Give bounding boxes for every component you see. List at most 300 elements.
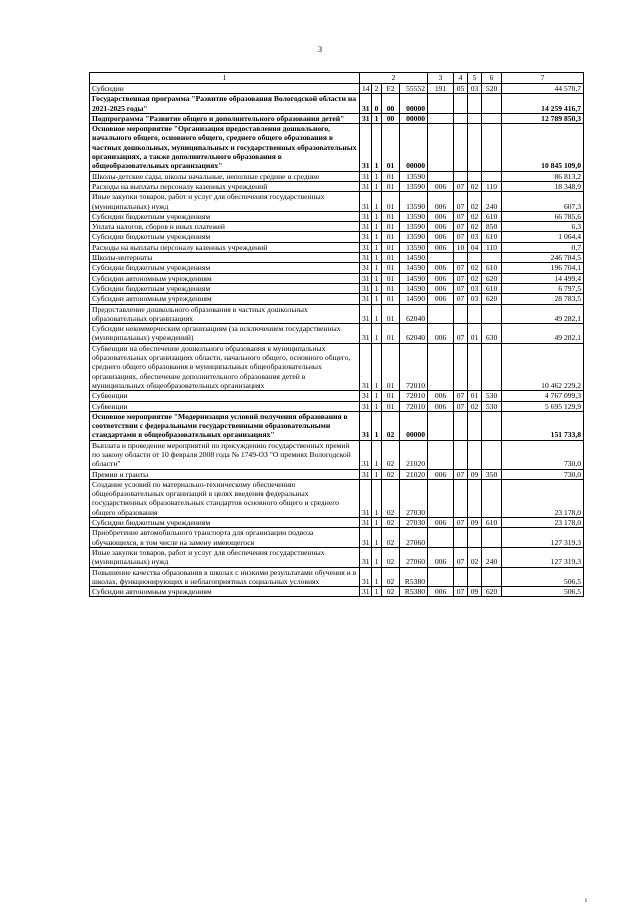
- code-c: 01: [382, 242, 400, 252]
- code-g: 03: [468, 294, 482, 304]
- header-col-6: 6: [482, 73, 502, 84]
- table-row: [90, 294, 584, 304]
- code-e: 006: [428, 263, 454, 273]
- code-f: [454, 343, 468, 390]
- row-amount: 49 282,1: [502, 304, 584, 324]
- code-d: 00000: [400, 124, 428, 171]
- code-h: 610: [482, 263, 502, 273]
- code-h: [482, 567, 502, 587]
- code-e: [428, 94, 454, 114]
- code-b: 1: [372, 283, 382, 293]
- code-f: 07: [454, 192, 468, 212]
- code-f: [454, 411, 468, 440]
- code-g: 09: [468, 587, 482, 597]
- code-b: 1: [372, 273, 382, 283]
- code-a: 31: [360, 171, 372, 181]
- code-g: 03: [468, 283, 482, 293]
- row-name: Расходы на выплаты персоналу казенных учреждений: [90, 181, 360, 191]
- code-c: 01: [382, 391, 400, 401]
- code-d: 13590: [400, 181, 428, 191]
- row-amount: 0,7: [502, 242, 584, 252]
- code-f: 05: [454, 84, 468, 94]
- corner-mark: ı: [585, 896, 587, 904]
- code-a: 31: [360, 222, 372, 232]
- code-e: 006: [428, 324, 454, 344]
- code-h: [482, 479, 502, 517]
- row-amount: 23 178,0: [502, 479, 584, 517]
- code-b: 1: [372, 528, 382, 548]
- row-name: Субвенции: [90, 401, 360, 411]
- row-amount: 18 348,9: [502, 181, 584, 191]
- code-e: 006: [428, 391, 454, 401]
- code-d: 21020: [400, 440, 428, 469]
- code-g: [468, 440, 482, 469]
- code-b: 2: [372, 84, 382, 94]
- code-c: 01: [382, 283, 400, 293]
- code-h: 610: [482, 518, 502, 528]
- code-b: 1: [372, 567, 382, 587]
- code-g: [468, 171, 482, 181]
- code-a: 31: [360, 273, 372, 283]
- row-amount: 14 499,4: [502, 273, 584, 283]
- table-row: [90, 567, 584, 587]
- code-b: 1: [372, 324, 382, 344]
- row-amount: 127 319,3: [502, 528, 584, 548]
- code-b: 1: [372, 343, 382, 390]
- row-name: Субсидии некоммерческим организациям (за исключением государственных (муниципальных) учреждений): [90, 324, 360, 344]
- row-name: Школы-интернаты: [90, 253, 360, 263]
- code-d: 72010: [400, 343, 428, 390]
- row-name: Подпрограмма "Развитие общего и дополнительного образования детей": [90, 113, 360, 123]
- code-e: [428, 343, 454, 390]
- code-f: 10: [454, 242, 468, 252]
- code-c: 02: [382, 567, 400, 587]
- code-d: 14590: [400, 273, 428, 283]
- code-c: 01: [382, 343, 400, 390]
- code-e: 191: [428, 84, 454, 94]
- code-h: 110: [482, 181, 502, 191]
- code-c: 02: [382, 587, 400, 597]
- code-f: [454, 253, 468, 263]
- code-b: 1: [372, 411, 382, 440]
- code-d: 00000: [400, 94, 428, 114]
- code-a: 31: [360, 479, 372, 517]
- row-amount: 23 178,0: [502, 518, 584, 528]
- code-a: 31: [360, 94, 372, 114]
- code-g: 02: [468, 263, 482, 273]
- row-name: Создание условий по материально-техническому обеспечению общеобразовательных организаций в целях введения федеральных государственных образовательных стандартов основного общего и среднего общего образования: [90, 479, 360, 517]
- code-a: 31: [360, 567, 372, 587]
- code-b: 1: [372, 401, 382, 411]
- code-c: 01: [382, 273, 400, 283]
- row-amount: 12 789 850,3: [502, 113, 584, 123]
- code-c: 02: [382, 440, 400, 469]
- code-e: 006: [428, 283, 454, 293]
- header-col-5: 5: [468, 73, 482, 84]
- code-d: 13590: [400, 232, 428, 242]
- row-amount: 49 282,1: [502, 324, 584, 344]
- code-a: 31: [360, 263, 372, 273]
- table-row: [90, 113, 584, 123]
- code-d: 14590: [400, 253, 428, 263]
- code-c: 01: [382, 171, 400, 181]
- code-c: 02: [382, 469, 400, 479]
- table-row: [90, 273, 584, 283]
- code-f: 07: [454, 294, 468, 304]
- row-name: Премии и гранты: [90, 469, 360, 479]
- code-b: 1: [372, 587, 382, 597]
- code-a: 31: [360, 211, 372, 221]
- code-e: 006: [428, 547, 454, 567]
- code-d: 13590: [400, 242, 428, 252]
- code-e: [428, 171, 454, 181]
- page-number: 3: [318, 45, 322, 54]
- code-h: [482, 253, 502, 263]
- code-h: 610: [482, 232, 502, 242]
- row-name: Иные закупки товаров, работ и услуг для обеспечения государственных (муниципальных) нужд: [90, 192, 360, 212]
- code-a: 31: [360, 324, 372, 344]
- row-name: Субсидии автономным учреждениям: [90, 273, 360, 283]
- row-name: Субсидии: [90, 84, 360, 94]
- code-b: 1: [372, 211, 382, 221]
- code-a: 31: [360, 181, 372, 191]
- code-e: [428, 567, 454, 587]
- code-b: 1: [372, 263, 382, 273]
- code-g: 02: [468, 273, 482, 283]
- code-d: 27060: [400, 547, 428, 567]
- code-h: 350: [482, 469, 502, 479]
- code-g: [468, 479, 482, 517]
- code-c: 01: [382, 211, 400, 221]
- code-c: F2: [382, 84, 400, 94]
- code-a: 31: [360, 283, 372, 293]
- code-f: 07: [454, 211, 468, 221]
- code-b: 1: [372, 222, 382, 232]
- table-row: [90, 192, 584, 212]
- code-d: 21020: [400, 469, 428, 479]
- code-b: 1: [372, 294, 382, 304]
- table-row: [90, 232, 584, 242]
- header-col-2: 2: [360, 73, 428, 84]
- code-d: R5380: [400, 587, 428, 597]
- header-row: [90, 73, 584, 84]
- code-e: [428, 253, 454, 263]
- code-e: [428, 304, 454, 324]
- code-h: 630: [482, 324, 502, 344]
- row-name: Основное мероприятие "Организация предоставления дошкольного, начального общего, основного общего, среднего общего образования в частных дошкольных, муниципальных и государственных образовательных организациях, а также дополнительного образования в общеобразовательных организациях": [90, 124, 360, 171]
- code-f: [454, 124, 468, 171]
- code-d: 27060: [400, 528, 428, 548]
- table-row: [90, 518, 584, 528]
- code-e: [428, 113, 454, 123]
- code-b: 1: [372, 113, 382, 123]
- row-amount: 28 783,5: [502, 294, 584, 304]
- row-name: Школы-детские сады, школы начальные, неполные средние и средние: [90, 171, 360, 181]
- table-row: [90, 587, 584, 597]
- code-d: 13590: [400, 222, 428, 232]
- code-e: 006: [428, 469, 454, 479]
- code-a: 14: [360, 84, 372, 94]
- code-f: 07: [454, 401, 468, 411]
- row-amount: 6,3: [502, 222, 584, 232]
- code-e: 006: [428, 273, 454, 283]
- code-d: 14590: [400, 294, 428, 304]
- code-f: [454, 113, 468, 123]
- code-d: 00000: [400, 113, 428, 123]
- code-g: 09: [468, 518, 482, 528]
- table-row: [90, 171, 584, 181]
- row-amount: 6 797,5: [502, 283, 584, 293]
- code-a: 31: [360, 518, 372, 528]
- table-row: [90, 263, 584, 273]
- code-g: 01: [468, 391, 482, 401]
- code-f: 07: [454, 181, 468, 191]
- code-a: 31: [360, 587, 372, 597]
- header-col-7: 7: [502, 73, 584, 84]
- code-e: 006: [428, 518, 454, 528]
- code-e: 006: [428, 181, 454, 191]
- code-b: 1: [372, 192, 382, 212]
- code-h: [482, 343, 502, 390]
- code-d: 62040: [400, 304, 428, 324]
- code-e: 006: [428, 192, 454, 212]
- code-h: [482, 304, 502, 324]
- row-amount: 66 785,6: [502, 211, 584, 221]
- code-g: [468, 124, 482, 171]
- row-name: Субсидии бюджетным учреждениям: [90, 232, 360, 242]
- header-col-1: 1: [90, 73, 360, 84]
- table-row: [90, 547, 584, 567]
- code-d: 27030: [400, 518, 428, 528]
- code-g: 01: [468, 324, 482, 344]
- code-h: [482, 94, 502, 114]
- code-g: 02: [468, 547, 482, 567]
- code-g: 02: [468, 401, 482, 411]
- header-col-4: 4: [454, 73, 468, 84]
- row-amount: 5 695 129,9: [502, 401, 584, 411]
- code-b: 1: [372, 232, 382, 242]
- row-amount: 10 462 229,2: [502, 343, 584, 390]
- code-a: 31: [360, 547, 372, 567]
- code-a: 31: [360, 440, 372, 469]
- code-b: 1: [372, 171, 382, 181]
- row-name: Основное мероприятие "Модернизация условий получения образования в соответствии с федеральными государственными образовательными стандартами в общеобразовательных организациях": [90, 411, 360, 440]
- code-f: [454, 94, 468, 114]
- code-f: [454, 567, 468, 587]
- code-h: 850: [482, 222, 502, 232]
- table-row: [90, 528, 584, 548]
- table-row: [90, 222, 584, 232]
- code-d: 27030: [400, 479, 428, 517]
- code-g: [468, 528, 482, 548]
- code-b: 1: [372, 253, 382, 263]
- code-b: 1: [372, 124, 382, 171]
- table-row: [90, 283, 584, 293]
- code-g: [468, 113, 482, 123]
- code-b: 1: [372, 518, 382, 528]
- code-e: [428, 479, 454, 517]
- code-d: 13590: [400, 171, 428, 181]
- code-e: 006: [428, 222, 454, 232]
- code-g: 03: [468, 232, 482, 242]
- table-row: [90, 304, 584, 324]
- code-a: 31: [360, 242, 372, 252]
- code-c: 01: [382, 253, 400, 263]
- code-f: [454, 479, 468, 517]
- row-name: Субсидии автономным учреждениям: [90, 587, 360, 597]
- row-name: Предоставление дошкольного образования в частных дошкольных образовательных организациях: [90, 304, 360, 324]
- row-amount: 730,0: [502, 469, 584, 479]
- row-name: Субсидии бюджетным учреждениям: [90, 263, 360, 273]
- code-h: [482, 124, 502, 171]
- code-b: 1: [372, 181, 382, 191]
- code-d: 14590: [400, 283, 428, 293]
- code-e: 006: [428, 242, 454, 252]
- code-b: 1: [372, 469, 382, 479]
- code-g: [468, 253, 482, 263]
- code-f: 07: [454, 273, 468, 283]
- code-h: 620: [482, 294, 502, 304]
- code-e: 006: [428, 401, 454, 411]
- code-h: 520: [482, 84, 502, 94]
- code-c: 01: [382, 124, 400, 171]
- code-a: 31: [360, 469, 372, 479]
- code-d: 55552: [400, 84, 428, 94]
- code-f: 07: [454, 391, 468, 401]
- code-h: 240: [482, 547, 502, 567]
- code-c: 01: [382, 401, 400, 411]
- code-c: 01: [382, 232, 400, 242]
- code-f: [454, 440, 468, 469]
- header-col-3: 3: [428, 73, 454, 84]
- table-row: [90, 84, 584, 94]
- code-e: 006: [428, 294, 454, 304]
- code-f: [454, 528, 468, 548]
- budget-table: [89, 72, 584, 597]
- code-h: 240: [482, 192, 502, 212]
- code-d: 72010: [400, 391, 428, 401]
- code-a: 31: [360, 401, 372, 411]
- code-c: 01: [382, 222, 400, 232]
- code-h: 610: [482, 283, 502, 293]
- code-g: 02: [468, 211, 482, 221]
- code-f: 07: [454, 222, 468, 232]
- code-h: 110: [482, 242, 502, 252]
- code-h: [482, 528, 502, 548]
- row-name: Субсидии автономным учреждениям: [90, 294, 360, 304]
- row-name: Субвенции: [90, 391, 360, 401]
- code-c: 00: [382, 113, 400, 123]
- code-f: [454, 304, 468, 324]
- code-b: 0: [372, 94, 382, 114]
- code-h: 620: [482, 273, 502, 283]
- code-a: 31: [360, 124, 372, 171]
- row-name: Государственная программа "Развитие образования Вологодской области на 2021-2025 годы": [90, 94, 360, 114]
- table-row: [90, 324, 584, 344]
- row-name: Расходы на выплаты персоналу казенных учреждений: [90, 242, 360, 252]
- code-f: 07: [454, 518, 468, 528]
- code-h: 530: [482, 391, 502, 401]
- code-d: 13590: [400, 192, 428, 212]
- code-c: 01: [382, 304, 400, 324]
- table-row: [90, 401, 584, 411]
- code-f: 07: [454, 547, 468, 567]
- code-a: 31: [360, 528, 372, 548]
- row-amount: 127 319,3: [502, 547, 584, 567]
- table-row: [90, 391, 584, 401]
- row-amount: 607,3: [502, 192, 584, 212]
- code-e: [428, 411, 454, 440]
- table-row: [90, 343, 584, 390]
- code-e: 006: [428, 587, 454, 597]
- code-a: 31: [360, 294, 372, 304]
- row-name: Субсидии бюджетным учреждениям: [90, 283, 360, 293]
- code-g: [468, 304, 482, 324]
- code-e: [428, 124, 454, 171]
- code-g: [468, 94, 482, 114]
- code-f: 07: [454, 263, 468, 273]
- code-c: 02: [382, 518, 400, 528]
- code-h: 620: [482, 587, 502, 597]
- code-d: 13590: [400, 211, 428, 221]
- code-h: 610: [482, 211, 502, 221]
- code-g: 03: [468, 84, 482, 94]
- row-name: Выплата и проведение мероприятий по присуждению государственных премий по закону области от 10 февраля 2008 года № 1749-ОЗ "О премиях Вологодской области": [90, 440, 360, 469]
- code-g: 02: [468, 222, 482, 232]
- code-c: 02: [382, 479, 400, 517]
- code-g: [468, 567, 482, 587]
- code-c: 01: [382, 192, 400, 212]
- code-b: 1: [372, 440, 382, 469]
- code-c: 02: [382, 528, 400, 548]
- table-row: [90, 94, 584, 114]
- code-b: 1: [372, 391, 382, 401]
- table-row: [90, 211, 584, 221]
- code-f: [454, 171, 468, 181]
- code-h: [482, 411, 502, 440]
- row-amount: 4 767 099,3: [502, 391, 584, 401]
- code-c: 02: [382, 547, 400, 567]
- code-c: 01: [382, 294, 400, 304]
- code-f: 07: [454, 587, 468, 597]
- table-row: [90, 242, 584, 252]
- table-row: [90, 124, 584, 171]
- row-name: Субвенции на обеспечение дошкольного образования в муниципальных образовательных организациях области, начального общего, основного общего, среднего общего образования в муниципальных общеобразовательных организациях, обеспечение дополнительного образования детей в муниципальных общеобразовательных организациях: [90, 343, 360, 390]
- code-g: [468, 411, 482, 440]
- code-c: 02: [382, 411, 400, 440]
- code-h: [482, 440, 502, 469]
- code-c: 01: [382, 324, 400, 344]
- row-name: Повышение качества образования в школах с низкими результатами обучения и в школах, функционирующих в неблагоприятных социальных условиях: [90, 567, 360, 587]
- code-e: [428, 440, 454, 469]
- code-g: 02: [468, 192, 482, 212]
- code-h: [482, 113, 502, 123]
- table-row: [90, 253, 584, 263]
- table-row: [90, 440, 584, 469]
- code-f: 07: [454, 324, 468, 344]
- code-a: 31: [360, 253, 372, 263]
- code-h: [482, 171, 502, 181]
- row-amount: 151 733,8: [502, 411, 584, 440]
- row-name: Приобретение автомобильного транспорта для организации подвоза обучающихся, в том числе на замену имеющегося: [90, 528, 360, 548]
- table-row: [90, 479, 584, 517]
- code-e: 006: [428, 232, 454, 242]
- code-b: 1: [372, 479, 382, 517]
- code-a: 31: [360, 411, 372, 440]
- code-c: 00: [382, 94, 400, 114]
- row-amount: 14 259 416,7: [502, 94, 584, 114]
- code-c: 01: [382, 181, 400, 191]
